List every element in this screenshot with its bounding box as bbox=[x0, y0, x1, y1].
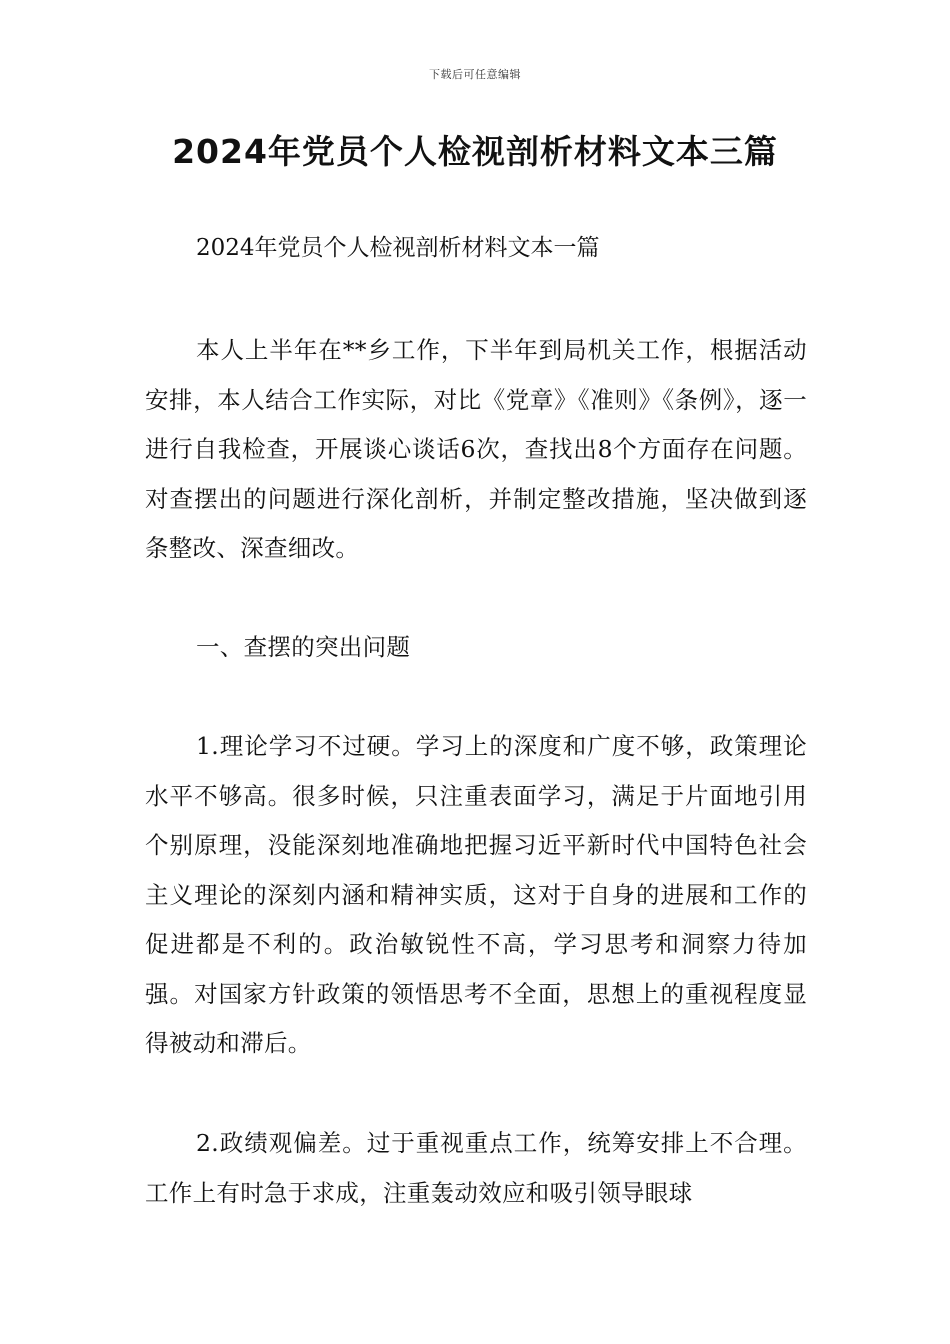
section-subtitle: 2024年党员个人检视剖析材料文本一篇 bbox=[196, 235, 600, 261]
item-paragraph-2: 2.政绩观偏差。过于重视重点工作，统筹安排上不合理。工作上有时急于求成，注重轰动效应和吸引领导眼球 bbox=[145, 1129, 807, 1207]
header-note: 下载后可任意编辑 bbox=[429, 68, 521, 81]
intro-paragraph: 本人上半年在**乡工作，下半年到局机关工作，根据活动安排，本人结合工作实际，对比《党章》《准则》《条例》，逐一进行自我检查，开展谈心谈话6次，查找出8个方面存在问题。对查摆出的问题进行深化剖析，并制定整改措施，坚决做到逐条整改、深查细改。 bbox=[145, 336, 807, 562]
document-title: 2024年党员个人检视剖析材料文本三篇 bbox=[172, 132, 778, 171]
section-heading: 一、查摆的突出问题 bbox=[196, 633, 411, 661]
item-paragraph-1: 1.理论学习不过硬。学习上的深度和广度不够，政策理论水平不够高。很多时候，只注重表面学习，满足于片面地引用个别原理，没能深刻地准确地把握习近平新时代中国特色社会主义理论的深刻内涵和精神实质，这对于自身的进展和工作的促进都是不利的。政治敏锐性不高，学习思考和洞察力待加强。对国家方针政策的领悟思考不全面，思想上的重视程度显得被动和滞后。 bbox=[145, 732, 807, 1057]
